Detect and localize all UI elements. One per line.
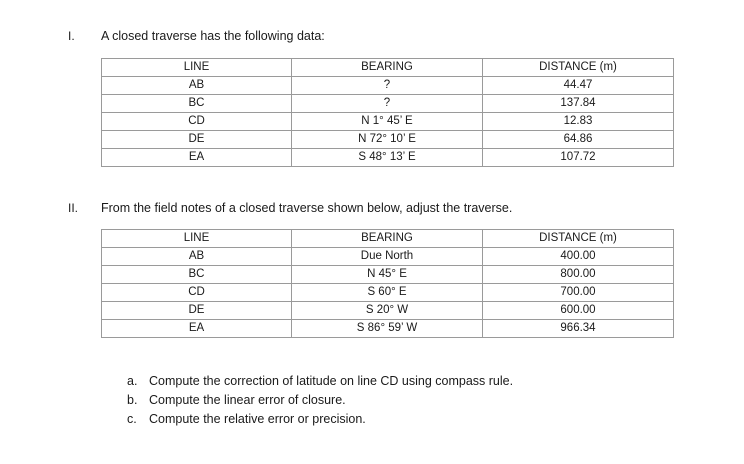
cell-line: BC bbox=[102, 266, 292, 284]
table-row bbox=[102, 131, 674, 149]
cell-line: EA bbox=[102, 149, 292, 167]
cell-bearing: N 72° 10’ E bbox=[292, 131, 483, 149]
cell-line: EA bbox=[102, 320, 292, 338]
cell-line: DE bbox=[102, 131, 292, 149]
cell-line: BC bbox=[102, 95, 292, 113]
problem-1-heading: A closed traverse has the following data: bbox=[101, 29, 325, 43]
task-list bbox=[127, 372, 513, 429]
list-item bbox=[127, 410, 513, 429]
list-item bbox=[127, 372, 513, 391]
table-row bbox=[102, 113, 674, 131]
table-header-row bbox=[102, 230, 674, 248]
table-row bbox=[102, 77, 674, 95]
cell-bearing: S 60° E bbox=[292, 284, 483, 302]
cell-distance: 966.34 bbox=[483, 320, 674, 338]
cell-distance: 400.00 bbox=[483, 248, 674, 266]
cell-line: AB bbox=[102, 77, 292, 95]
problem-1-number: I. bbox=[68, 29, 75, 43]
problem-2-heading: From the field notes of a closed traverse shown below, adjust the traverse. bbox=[101, 201, 513, 215]
cell-line: AB bbox=[102, 248, 292, 266]
cell-bearing: S 20° W bbox=[292, 302, 483, 320]
cell-distance: 800.00 bbox=[483, 266, 674, 284]
table-row bbox=[102, 284, 674, 302]
cell-bearing: S 48° 13’ E bbox=[292, 149, 483, 167]
cell-bearing: ? bbox=[292, 77, 483, 95]
header-bearing: BEARING bbox=[292, 59, 483, 77]
table-row bbox=[102, 320, 674, 338]
problem-2-number: II. bbox=[68, 201, 79, 215]
problem-1-table bbox=[101, 58, 674, 167]
task-marker: a. bbox=[127, 374, 138, 388]
table-row bbox=[102, 95, 674, 113]
cell-bearing: ? bbox=[292, 95, 483, 113]
cell-distance: 64.86 bbox=[483, 131, 674, 149]
cell-line: CD bbox=[102, 113, 292, 131]
table-row bbox=[102, 266, 674, 284]
cell-distance: 44.47 bbox=[483, 77, 674, 95]
header-line: LINE bbox=[102, 230, 292, 248]
cell-distance: 700.00 bbox=[483, 284, 674, 302]
header-line: LINE bbox=[102, 59, 292, 77]
cell-bearing: N 45° E bbox=[292, 266, 483, 284]
cell-line: DE bbox=[102, 302, 292, 320]
problem-2-table bbox=[101, 229, 674, 338]
task-marker: c. bbox=[127, 412, 137, 426]
task-text: Compute the linear error of closure. bbox=[149, 393, 346, 407]
cell-distance: 137.84 bbox=[483, 95, 674, 113]
cell-distance: 600.00 bbox=[483, 302, 674, 320]
cell-distance: 107.72 bbox=[483, 149, 674, 167]
table-row bbox=[102, 302, 674, 320]
table-header-row bbox=[102, 59, 674, 77]
cell-line: CD bbox=[102, 284, 292, 302]
cell-bearing: S 86° 59’ W bbox=[292, 320, 483, 338]
list-item bbox=[127, 391, 513, 410]
cell-bearing: Due North bbox=[292, 248, 483, 266]
header-distance: DISTANCE (m) bbox=[483, 59, 674, 77]
task-text: Compute the correction of latitude on line CD using compass rule. bbox=[149, 374, 514, 388]
task-marker: b. bbox=[127, 393, 138, 407]
cell-distance: 12.83 bbox=[483, 113, 674, 131]
table-row bbox=[102, 248, 674, 266]
table-row bbox=[102, 149, 674, 167]
cell-bearing: N 1° 45’ E bbox=[292, 113, 483, 131]
header-bearing: BEARING bbox=[292, 230, 483, 248]
task-text: Compute the relative error or precision. bbox=[149, 412, 366, 426]
header-distance: DISTANCE (m) bbox=[483, 230, 674, 248]
